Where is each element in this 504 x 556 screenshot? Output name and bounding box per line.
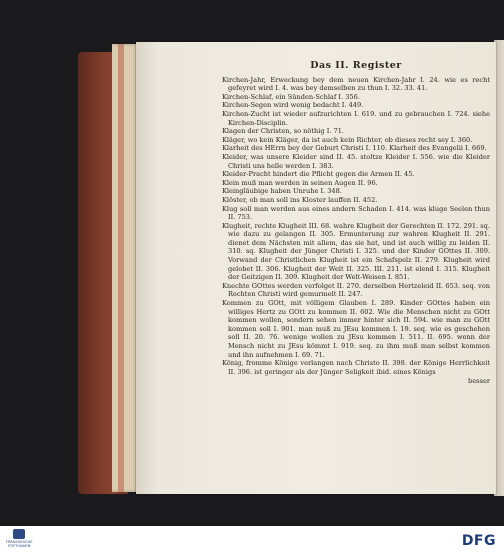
register-entry: Kleider, was unsere Kleider sind II. 45. stoltze Kleider I. 556. wie die Kleider Christi uns helle werden I. 383.: [222, 152, 490, 170]
register-entry: Klöster, ob man soll ins Kloster lauffen II. 452.: [222, 195, 378, 204]
register-entry: Klein muß man werden in seinen Augen II. 96.: [222, 178, 378, 187]
francke-logo[interactable]: [6, 529, 32, 553]
catchword: besser: [468, 377, 490, 386]
page-edges: [112, 44, 138, 492]
register-entry: Kommen zu GOtt, mit völligem Glauben I. 289. Kinder GOttes haben ein williges Hertz zu GOtt zu kommen II. 602. Wie die Menschen nicht zu GOtt kommen wollen, sondern sehen immer hinter sich II. 594. wie man zu GOtt kommen soll I. 901. man muß zu JEsu kommen I. 19. seq. wie es geschehen soll II. 20. 76. wenige wollen zu JEsu kommen I. 511. II. 695. wenn der Mensch nicht zu JEsu kömmt I. 919. seq. zu ihm muß man selbst kommen und ihn aufnehmen I. 69. 71.: [222, 299, 490, 359]
francke-emblem-icon: [13, 529, 25, 539]
register-entry: Klagen der Christen, so nöthig I. 71.: [222, 127, 345, 136]
register-entry: Kirchen-Jahr, Erweckung bey dem neuen Kirchen-Jahr I. 24. wie es recht gefeyret wird I. 4. was bey demselben zu thun I. 32. 33. 41.: [222, 75, 490, 93]
register-entry: Klugheit, rechte Klugheit III. 68. wahre Klugheit der Gerechten II. 172. 291. sq. wie dazu zu gelangen II. 305. Ermunterung zur wahren Klugheit II. 291. dienet dem Nächsten mit allem, das sie hat, und ist auch willig zu leiden II. 310. sq. Klugheit der Jünger Christi I. 325. und der Kinder GOttes II. 309. Vorwand der Christlichen Klugheit ist ein Schafspelz II. 279. Klugheit wird gelobet II. 306. Klugheit der Welt II. 325. III. 211. ist elend I. 315. Klugheit der Geitzigen II. 309. Klugheit der Welt-Weisen I. 851.: [222, 221, 490, 282]
register-entry: Kleingläubige haben Unruhe I. 348.: [222, 187, 342, 196]
register-entry: Kirchen-Zucht ist wieder aufzurichten I. 619. und zu gebrauchen I. 724. siehe Kirchen-Disciplin.: [222, 109, 490, 127]
register-entry: Kirchen-Schlaf, ein Sünden-Schlaf I. 356.: [222, 92, 360, 101]
register-entry: König, fromme Könige verlangen nach Christo II. 398. der Könige Herrlichkeit II. 396. ist geringer als der Jünger Seligkeit ibid. eines Königs: [222, 359, 490, 376]
register-entry: Kirchen-Segen wird wenig bedacht I. 449.: [222, 101, 364, 110]
register-entry: Klarheit des HErrn bey der Geburt Christi I. 110. Klarheit des Evangelii I. 669.: [222, 144, 487, 153]
register-text: [222, 62, 490, 386]
register-entry: Knechte GOttes werden verfolget II. 270. derselben Hertzeleid II. 653. seq. von Rechten Christi wird gemurmelt II. 247.: [222, 281, 490, 299]
register-entry: Kleider-Pracht hindert die Pflicht gegen die Armen II. 45.: [222, 170, 415, 179]
page-title: Das II. Register: [310, 60, 402, 71]
book-page: [136, 42, 496, 494]
francke-logo-label: FRANCKESCHE STIFTUNGEN: [6, 540, 33, 548]
footer-bar: [0, 526, 504, 556]
register-entry: Kläger, wo kein Kläger, da ist auch kein Richter, ob dieses recht sey I. 360.: [222, 135, 473, 144]
red-page-edge: [118, 44, 124, 492]
dfg-logo[interactable]: DFG: [461, 533, 496, 549]
register-entry: Klug soll man werden aus eines andern Schaden I. 414. was kluge Seelen thun II. 753.: [222, 204, 490, 222]
